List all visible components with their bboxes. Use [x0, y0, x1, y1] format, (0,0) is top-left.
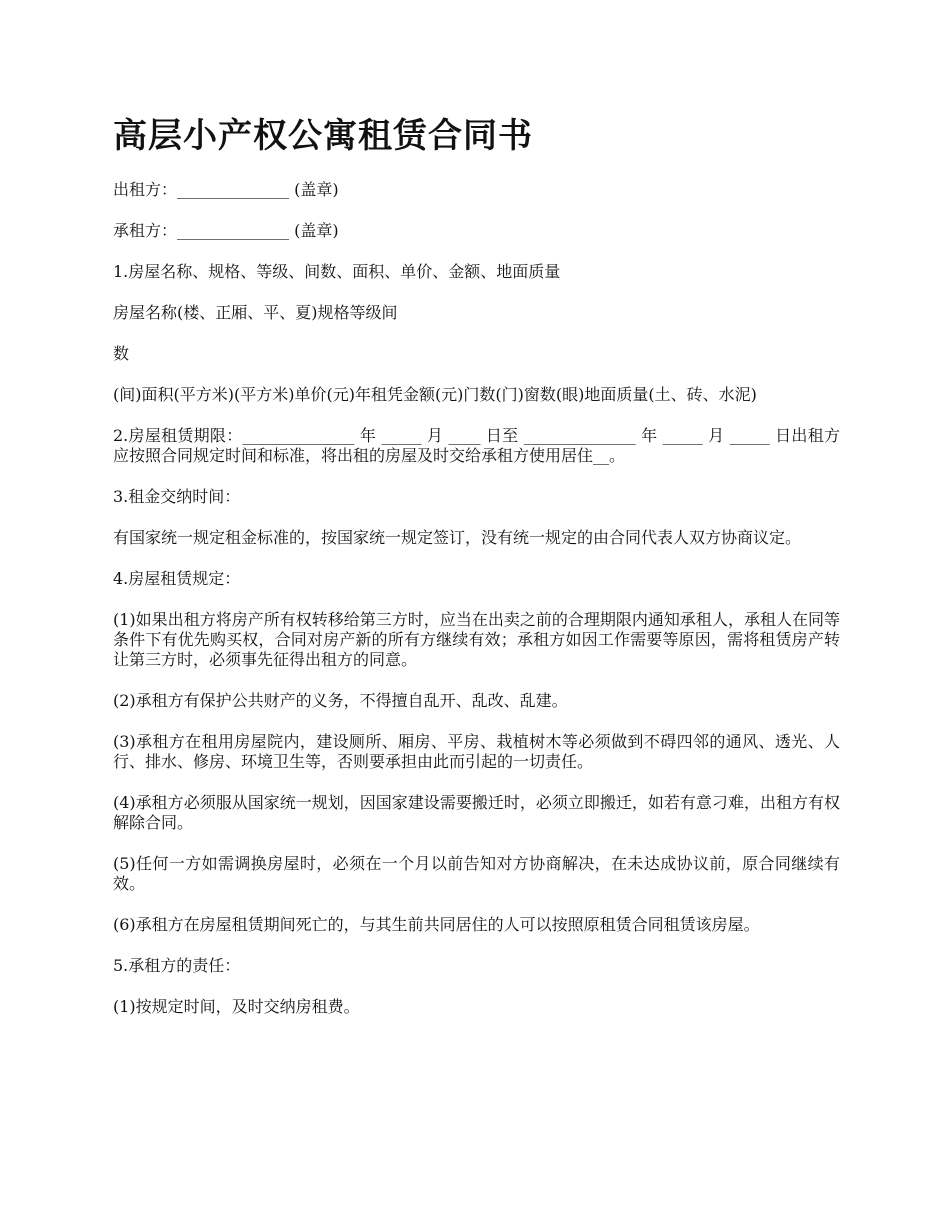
section-4-heading: 4.房屋租赁规定： [113, 569, 241, 588]
property-name-line: 房屋名称(楼、正厢、平、夏)规格等级间 [113, 303, 398, 322]
document-page [113, 112, 840, 1038]
count-line: 数 [113, 344, 130, 363]
rule-5-paragraph: (5)任何一方如需调换房屋时，必须在一个月以前告知对方协商解决，在未达成协议前，原合同继续有效。 [113, 854, 840, 893]
property-details-line: (间)面积(平方米)(平方米)单价(元)年租凭金额(元)门数(门)窗数(眼)地面质量(土、砖、水泥) [113, 385, 757, 404]
rule-1-paragraph: (1)如果出租方将房产所有权转移给第三方时，应当在出卖之前的合理期限内通知承租人，承租人在同等条件下有优先购买权，合同对房产新的所有方继续有效；承租方如因工作需要等原因，需将租赁房产转让第三方时，必须事先征得出租方的同意。 [113, 610, 840, 669]
lessor-line: 出租方：______________ (盖章) [113, 180, 339, 199]
lease-term-paragraph: 2.房屋租赁期限：______________ 年 _____ 月 ____ 日至 ______________ 年 _____ 月 _____ 日出租方应按照合同规定时间和标准，将出租的房屋及时交给承租方使用居住__。 [113, 426, 840, 465]
rule-2-paragraph: (2)承租方有保护公共财产的义务，不得擅自乱开、乱改、乱建。 [113, 691, 568, 710]
responsibility-1-paragraph: (1)按规定时间，及时交纳房租费。 [113, 997, 360, 1016]
section-1-heading: 1.房屋名称、规格、等级、间数、面积、单价、金额、地面质量 [113, 262, 561, 281]
lessee-line: 承租方：______________ (盖章) [113, 221, 339, 240]
document-title: 高层小产权公寓租赁合同书 [113, 116, 533, 156]
section-5-heading: 5.承租方的责任： [113, 956, 241, 975]
rule-3-paragraph: (3)承租方在租用房屋院内，建设厕所、厢房、平房、栽植树木等必须做到不碍四邻的通风、透光、人行、排水、修房、环境卫生等，否则要承担由此而引起的一切责任。 [113, 732, 840, 771]
rule-4-paragraph: (4)承租方必须服从国家统一规划，因国家建设需要搬迁时，必须立即搬迁，如若有意刁难，出租方有权解除合同。 [113, 793, 840, 832]
section-3-heading: 3.租金交纳时间： [113, 487, 241, 506]
rule-6-paragraph: (6)承租方在房屋租赁期间死亡的，与其生前共同居住的人可以按照原租赁合同租赁该房屋。 [113, 915, 760, 934]
rent-standard-paragraph: 有国家统一规定租金标准的，按国家统一规定签订，没有统一规定的由合同代表人双方协商议定。 [113, 528, 802, 547]
